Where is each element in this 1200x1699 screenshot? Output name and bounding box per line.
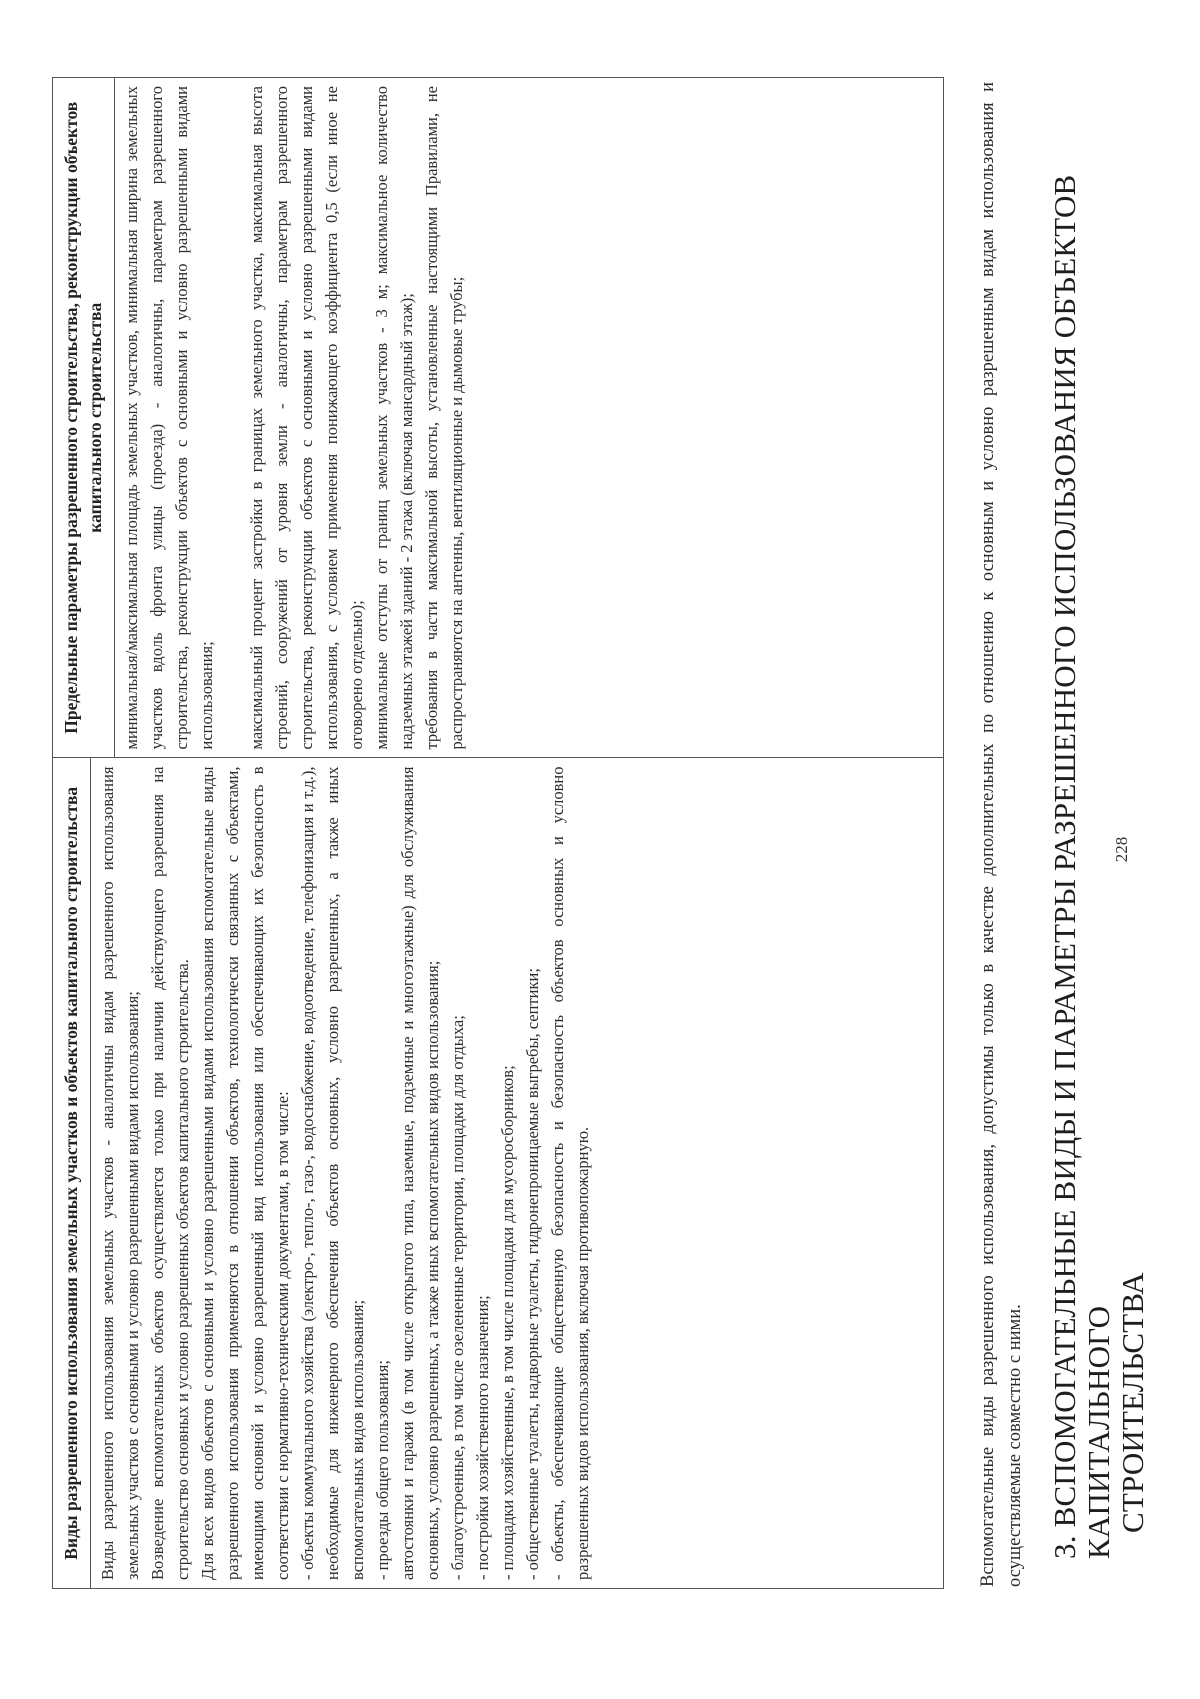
list-item: минимальные отступы от границ земельных участков - 3 м; максимальное количество надземных этажей зданий - 2 этажа (включая мансардный этаж); xyxy=(372,86,416,750)
table-cell-parameters xyxy=(115,78,473,758)
list-item: минимальная/максимальная площадь земельных участков, минимальная ширина земельных участков вдоль фронта улицы (проезда) - аналогичны, параметрам разрешенного строительства, реконструкции объектов с основными и условно разрешенными видами использования; xyxy=(122,86,216,750)
table-column-parameters xyxy=(53,78,943,758)
list-item: - площадки хозяйственные, в том числе площадки для мусоросборников; xyxy=(498,1065,517,1580)
table-cell-uses xyxy=(91,759,599,1589)
table-header-parameters: Предельные параметры разрешенного строительства, реконструкции объектов капитального строительства xyxy=(53,78,115,758)
list-item: - благоустроенные, в том числе озелененные территории, площадки для отдыха; xyxy=(448,1015,467,1580)
list-item: - объекты коммунального хозяйства (электро-, тепло-, газо-, водоснабжение, водоотведение, телефонизация и т.д.), необходимые для инженерного обеспечения объектов основных, условно разрешенных, а также иных вспомогательных видов использования; xyxy=(298,766,367,1580)
list-item: - объекты, обеспечивающие общественную безопасность и безопасность объектов основных и условно разрешенных видов использования, включая противопожарную. xyxy=(548,766,592,1580)
list-item: автостоянки и гаражи (в том числе открытого типа, наземные, подземные и многоэтажные) для обслуживания основных, условно разрешенных, а также иных вспомогательных видов использования; xyxy=(398,766,442,1580)
list-item: Для всех видов объектов с основными и условно разрешенными видами использования вспомогательные виды разрешенного использования применяются в отношении объектов, технологически связанных с объектами, имеющими основной и условно разрешенный вид использования или обеспечивающих их безопасность в соответствии с нормативно-техническими документами, в том числе: xyxy=(198,766,292,1580)
page-number: 228 xyxy=(1112,836,1131,863)
section-title xyxy=(1048,79,1150,1559)
list-item: Возведение вспомогательных объектов осуществляется только при наличии действующего разрешения на строительство основных и условно разрешенных объектов капитального строительства. xyxy=(148,766,192,1580)
table-header-uses: Виды разрешенного использования земельных участков и объектов капитального строительства xyxy=(53,759,91,1589)
section-title-line2: СТРОИТЕЛЬСТВА xyxy=(1115,1272,1150,1533)
list-item: максимальный процент застройки в границах земельного участка, максимальная высота строений, сооружений от уровня земли - аналогичны, параметрам разрешенного строительства, реконструкции объектов с основными и условно разрешенными видами использования, с условием применения понижающего коэффициента 0,5 (если иное не оговорено отдельно); xyxy=(247,86,366,750)
list-item: требования в части максимальной высоты, установленные настоящими Правилами, не распространяются на антенны, вентиляционные и дымовые трубы; xyxy=(422,86,466,750)
parameters-table xyxy=(52,77,944,1589)
list-item: Виды разрешенного использования земельных участков - аналогичны видам разрешенного использования земельных участков с основными и условно разрешенными видами использования; xyxy=(98,766,142,1580)
list-item: - проезды общего пользования; xyxy=(373,1360,392,1580)
list-item: - общественные туалеты, надворные туалеты, гидронепроницаемые выгребы, септики; xyxy=(523,968,542,1580)
list-item: - постройки хозяйственного назначения; xyxy=(473,1295,492,1580)
section-title-line1: 3. ВСПОМОГАТЕЛЬНЫЕ ВИДЫ И ПАРАМЕТРЫ РАЗРЕШЕННОГО ИСПОЛЬЗОВАНИЯ ОБЪЕКТОВ КАПИТАЛЬНОГО xyxy=(1047,174,1116,1559)
table-column-uses xyxy=(53,758,943,1589)
intro-paragraph: Вспомогательные виды разрешенного использования, допустимы только в качестве дополнительных по отношению к основным и условно разрешенным видам использования и осуществляемые совместно с ними. xyxy=(978,82,1025,1587)
